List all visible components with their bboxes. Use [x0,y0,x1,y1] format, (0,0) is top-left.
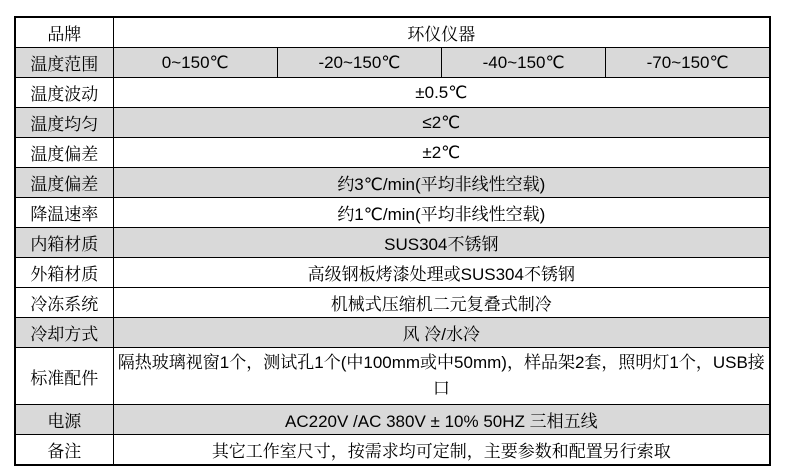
power-supply-label: 电源 [15,405,113,435]
inner-material-label: 内箱材质 [15,228,113,258]
row-cooling-method [15,318,770,348]
row-temp-uniformity [15,108,770,138]
row-temp-fluctuation [15,78,770,108]
brand-value: 环仪仪器 [113,17,770,48]
remarks-value: 其它工作室尺寸，按需求均可定制，主要参数和配置另行索取 [113,435,770,466]
row-cooling-rate [15,198,770,228]
temp-deviation-value: ±2℃ [113,138,770,168]
row-refrigeration-system [15,288,770,318]
refrigeration-system-label: 冷冻系统 [15,288,113,318]
temp-deviation-label: 温度偏差 [15,138,113,168]
row-temp-deviation-2 [15,168,770,198]
cooling-method-label: 冷却方式 [15,318,113,348]
row-temp-deviation [15,138,770,168]
temp-uniformity-label: 温度均匀 [15,108,113,138]
inner-material-value: SUS304不锈钢 [113,228,770,258]
temp-fluctuation-label: 温度波动 [15,78,113,108]
cooling-rate-label: 降温速率 [15,198,113,228]
temp-deviation-2-value: 约3℃/min(平均非线性空载) [113,168,770,198]
remarks-label: 备注 [15,435,113,466]
row-outer-material [15,258,770,288]
row-brand [15,17,770,48]
temp-range-option-3: -40~150℃ [442,48,606,78]
row-power-supply [15,405,770,435]
cooling-method-value: 风 冷/水冷 [113,318,770,348]
row-temp-range [15,48,770,78]
temp-deviation-2-label: 温度偏差 [15,168,113,198]
brand-label: 品牌 [15,17,113,48]
outer-material-label: 外箱材质 [15,258,113,288]
temp-range-label: 温度范围 [15,48,113,78]
temp-range-option-1: 0~150℃ [113,48,277,78]
power-supply-value: AC220V /AC 380V ± 10% 50HZ 三相五线 [113,405,770,435]
row-remarks [15,435,770,466]
refrigeration-system-value: 机械式压缩机二元复叠式制冷 [113,288,770,318]
temp-uniformity-value: ≤2℃ [113,108,770,138]
cooling-rate-value: 约1℃/min(平均非线性空载) [113,198,770,228]
outer-material-value: 高级钢板烤漆处理或SUS304不锈钢 [113,258,770,288]
standard-accessories-value: 隔热玻璃视窗1个，测试孔1个(中100mm或中50mm)，样品架2套，照明灯1个，USB接口 [113,348,770,405]
row-inner-material [15,228,770,258]
temp-range-option-4: -70~150℃ [606,48,770,78]
temp-range-option-2: -20~150℃ [277,48,441,78]
temp-fluctuation-value: ±0.5℃ [113,78,770,108]
row-standard-accessories [15,348,770,405]
standard-accessories-label: 标准配件 [15,348,113,405]
spec-table [14,16,771,466]
